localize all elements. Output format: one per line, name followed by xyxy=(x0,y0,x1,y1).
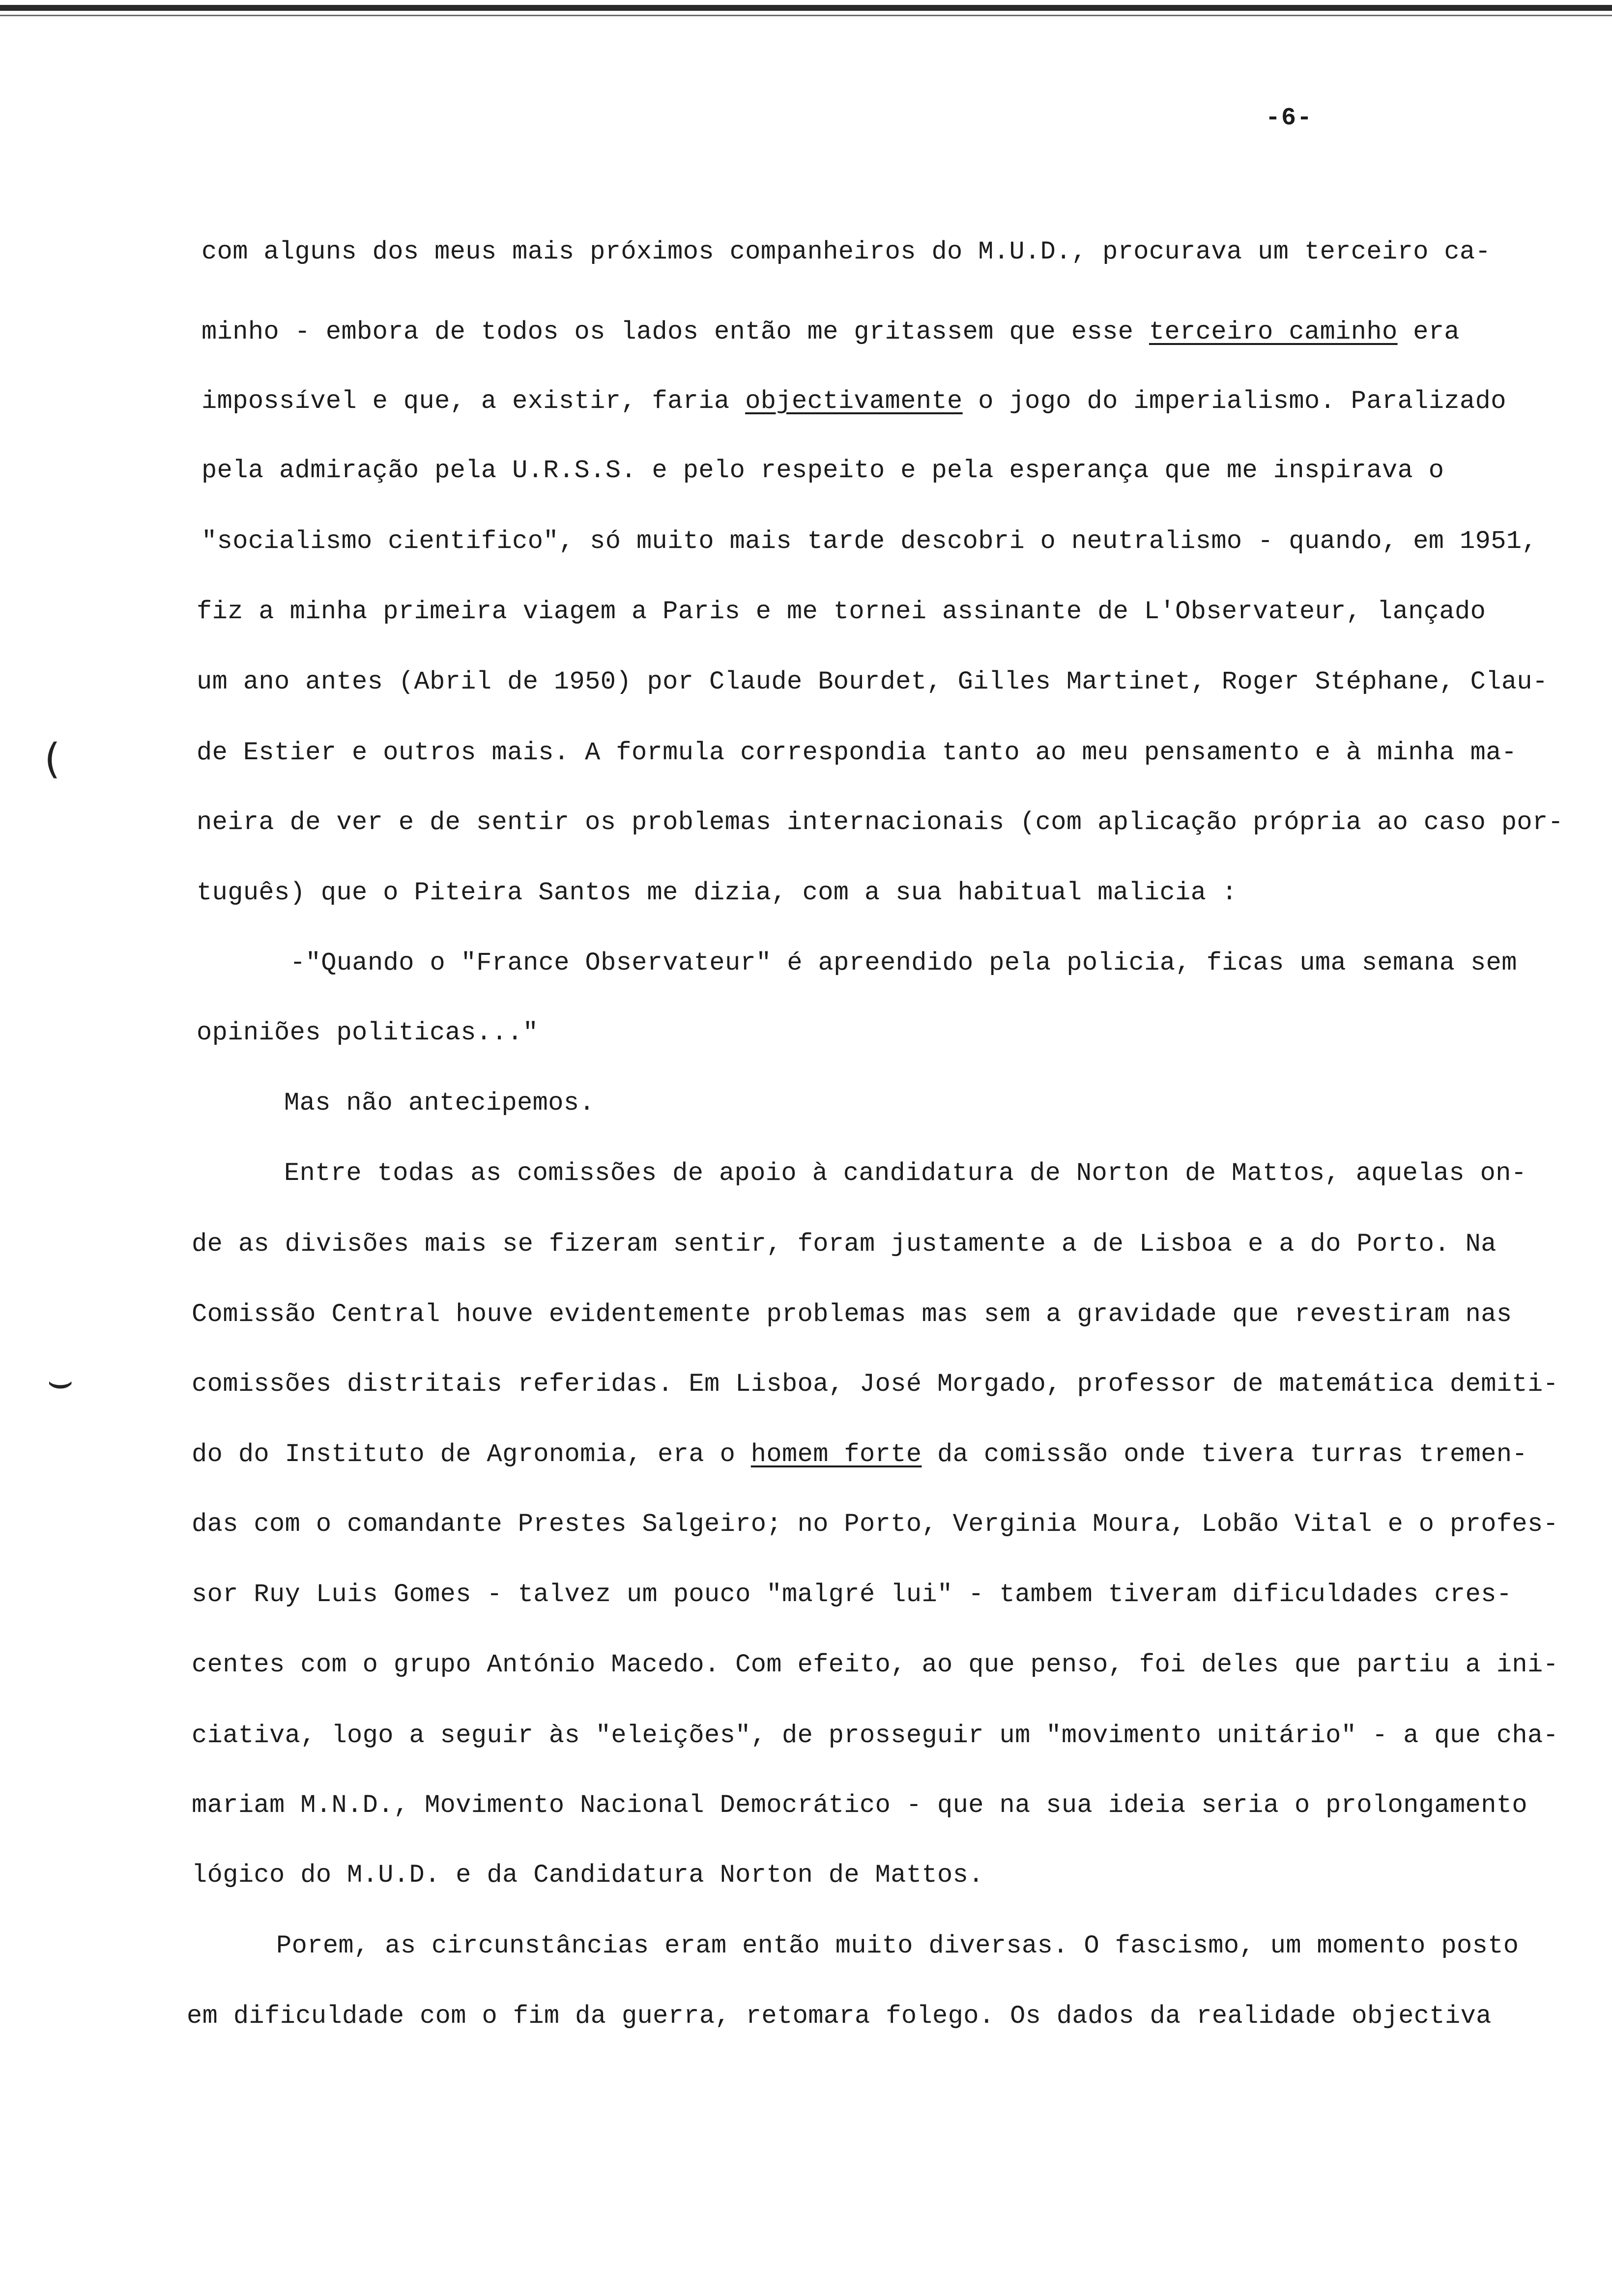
text-line-18: do do Instituto de Agronomia, era o homem forte da comissão onde tivera turras tremen- xyxy=(192,1440,1528,1469)
text-line-23: mariam M.N.D., Movimento Nacional Democrático - que na sua ideia seria o prolongamento xyxy=(192,1791,1528,1820)
text-line-9: neira de ver e de sentir os problemas internacionais (com aplicação própria ao caso por- xyxy=(197,808,1564,837)
text-line-1: com alguns dos meus mais próximos companheiros do M.U.D., procurava um terceiro ca- xyxy=(202,237,1491,266)
text-line-14: Entre todas as comissões de apoio à candidatura de Norton de Mattos, aquelas on- xyxy=(284,1159,1527,1188)
underlined-word-objectivamente: objectivamente xyxy=(745,387,963,416)
text-line-7: um ano antes (Abril de 1950) por Claude Bourdet, Gilles Martinet, Roger Stéphane, Clau- xyxy=(197,667,1548,696)
text-line-6: fiz a minha primeira viagem a Paris e me tornei assinante de L'Observateur, lançado xyxy=(197,597,1486,626)
text-line-8: de Estier e outros mais. A formula correspondia tanto ao meu pensamento e à minha ma- xyxy=(197,738,1517,767)
text-line-15: de as divisões mais se fizeram sentir, foram justamente a de Lisboa e a do Porto. Na xyxy=(192,1230,1497,1259)
page-number: -6- xyxy=(1266,104,1313,132)
text-line-25: Porem, as circunstâncias eram então muito diversas. O fascismo, um momento posto xyxy=(276,1931,1519,1960)
text-line-4: pela admiração pela U.R.S.S. e pelo respeito e pela esperança que me inspirava o xyxy=(202,456,1444,485)
text-line-13: Mas não antecipemos. xyxy=(284,1089,595,1118)
text-line-22: ciativa, logo a seguir às "eleições", de prosseguir um "movimento unitário" - a que cha- xyxy=(192,1721,1559,1750)
text-line-12: opiniões politicas..." xyxy=(197,1018,539,1047)
text-line-17: comissões distritais referidas. Em Lisboa, José Morgado, professor de matemática demiti- xyxy=(192,1370,1559,1399)
text-line-26: em dificuldade com o fim da guerra, retomara folego. Os dados da realidade objectiva xyxy=(187,2002,1492,2031)
text-line-11: -"Quando o "France Observateur" é apreendido pela policia, ficas uma semana sem xyxy=(290,948,1517,977)
text-line-5: "socialismo cientifico", só muito mais tarde descobri o neutralismo - quando, em 1951, xyxy=(202,527,1538,556)
text-line-2: minho - embora de todos os lados então me gritassem que esse terceiro caminho era xyxy=(202,317,1460,346)
text-line-24: lógico do M.U.D. e da Candidatura Norton de Mattos. xyxy=(192,1861,984,1890)
text-line-20: sor Ruy Luis Gomes - talvez um pouco "malgré lui" - tambem tiveram dificuldades cres- xyxy=(192,1580,1512,1609)
text-line-3: impossível e que, a existir, faria objectivamente o jogo do imperialismo. Paralizado xyxy=(202,387,1506,416)
text-line-10: tuguês) que o Piteira Santos me dizia, com a sua habitual malicia : xyxy=(197,878,1238,907)
text-line-21: centes com o grupo António Macedo. Com efeito, ao que penso, foi deles que partiu a ini- xyxy=(192,1650,1559,1679)
underlined-phrase-terceiro-caminho: terceiro caminho xyxy=(1149,317,1398,346)
top-border-rule xyxy=(0,5,1612,11)
text-line-16: Comissão Central houve evidentemente problemas mas sem a gravidade que revestiram nas xyxy=(192,1300,1512,1329)
margin-mark-bottom: ⌣ xyxy=(47,1356,74,1405)
top-border-shadow xyxy=(0,15,1612,16)
underlined-phrase-homem-forte: homem forte xyxy=(750,1440,922,1469)
text-line-19: das com o comandante Prestes Salgeiro; no Porto, Verginia Moura, Lobão Vital e o profes- xyxy=(192,1510,1559,1539)
margin-mark-top: ( xyxy=(44,735,60,783)
